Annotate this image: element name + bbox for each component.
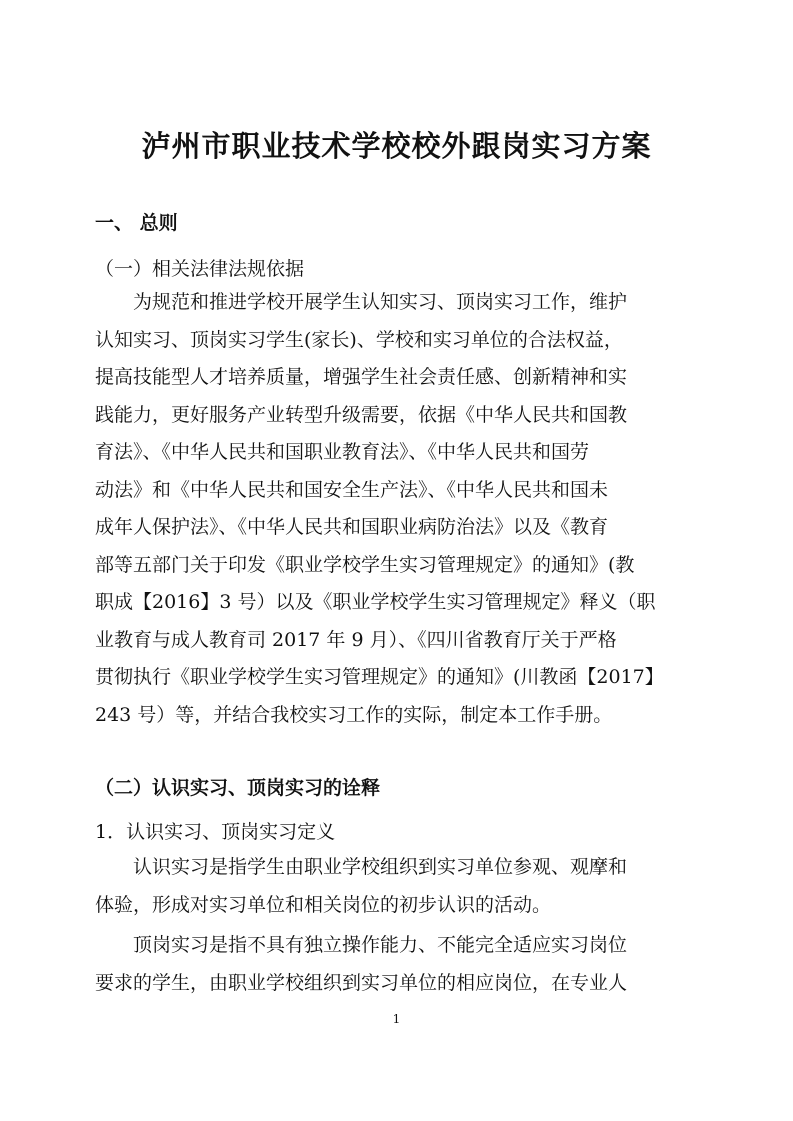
paragraph-line: 成年人保护法》、《中华人民共和国职业病防治法》以及《教育 xyxy=(95,516,609,538)
paragraph-line: 动法》和《中华人民共和国安全生产法》、《中华人民共和国未 xyxy=(95,478,609,501)
paragraph-line: 体验，形成对实习单位和相关岗位的初步认识的活动。 xyxy=(95,893,552,916)
paragraph-line: 育法》、《中华人民共和国职业教育法》、《中华人民共和国劳 xyxy=(95,441,590,463)
subsection-heading-definitions: （二）认识实习、顶岗实习的诠释 xyxy=(95,777,381,799)
paragraph-line: 为规范和推进学校开展学生认知实习、顶岗实习工作，维护 xyxy=(133,291,628,313)
paragraph-line: 243 号）等，并结合我校实习工作的实际，制定本工作手册。 xyxy=(95,703,613,726)
paragraph-line: 职成【2016】3 号）以及《职业学校学生实习管理规定》释义（职 xyxy=(95,591,656,613)
document-title: 泸州市职业技术学校校外跟岗实习方案 xyxy=(141,129,652,163)
paragraph-line: 提高技能型人才培养质量，增强学生社会责任感、创新精神和实 xyxy=(95,366,628,388)
subsection-heading-legal-basis: （一）相关法律法规依据 xyxy=(95,258,305,280)
section-heading-general: 一、 总则 xyxy=(95,212,178,234)
paragraph-legal-basis xyxy=(95,284,695,734)
paragraph-line: 贯彻执行《职业学校学生实习管理规定》的通知》(川教函【2017】 xyxy=(95,666,664,688)
paragraph-cognitive-internship xyxy=(95,849,695,924)
page-number: 1 xyxy=(392,1012,401,1026)
paragraph-post-internship xyxy=(95,927,695,1002)
paragraph-line: 顶岗实习是指不具有独立操作能力、不能完全适应实习岗位 xyxy=(133,934,628,956)
paragraph-line: 要求的学生，由职业学校组织到实习单位的相应岗位，在专业人 xyxy=(95,971,628,994)
paragraph-line: 认知实习、顶岗实习学生(家长)、学校和实习单位的合法权益， xyxy=(95,328,623,351)
paragraph-line: 部等五部门关于印发《职业学校学生实习管理规定》的通知》(教 xyxy=(95,553,635,576)
paragraph-line: 认识实习是指学生由职业学校组织到实习单位参观、观摩和 xyxy=(133,856,628,878)
paragraph-line: 践能力，更好服务产业转型升级需要，依据《中华人民共和国教 xyxy=(95,403,628,426)
paragraph-line: 业教育与成人教育司 2017 年 9 月）、《四川省教育厅关于严格 xyxy=(95,628,617,651)
item-heading-definitions: 1．认识实习、顶岗实习定义 xyxy=(95,821,336,843)
